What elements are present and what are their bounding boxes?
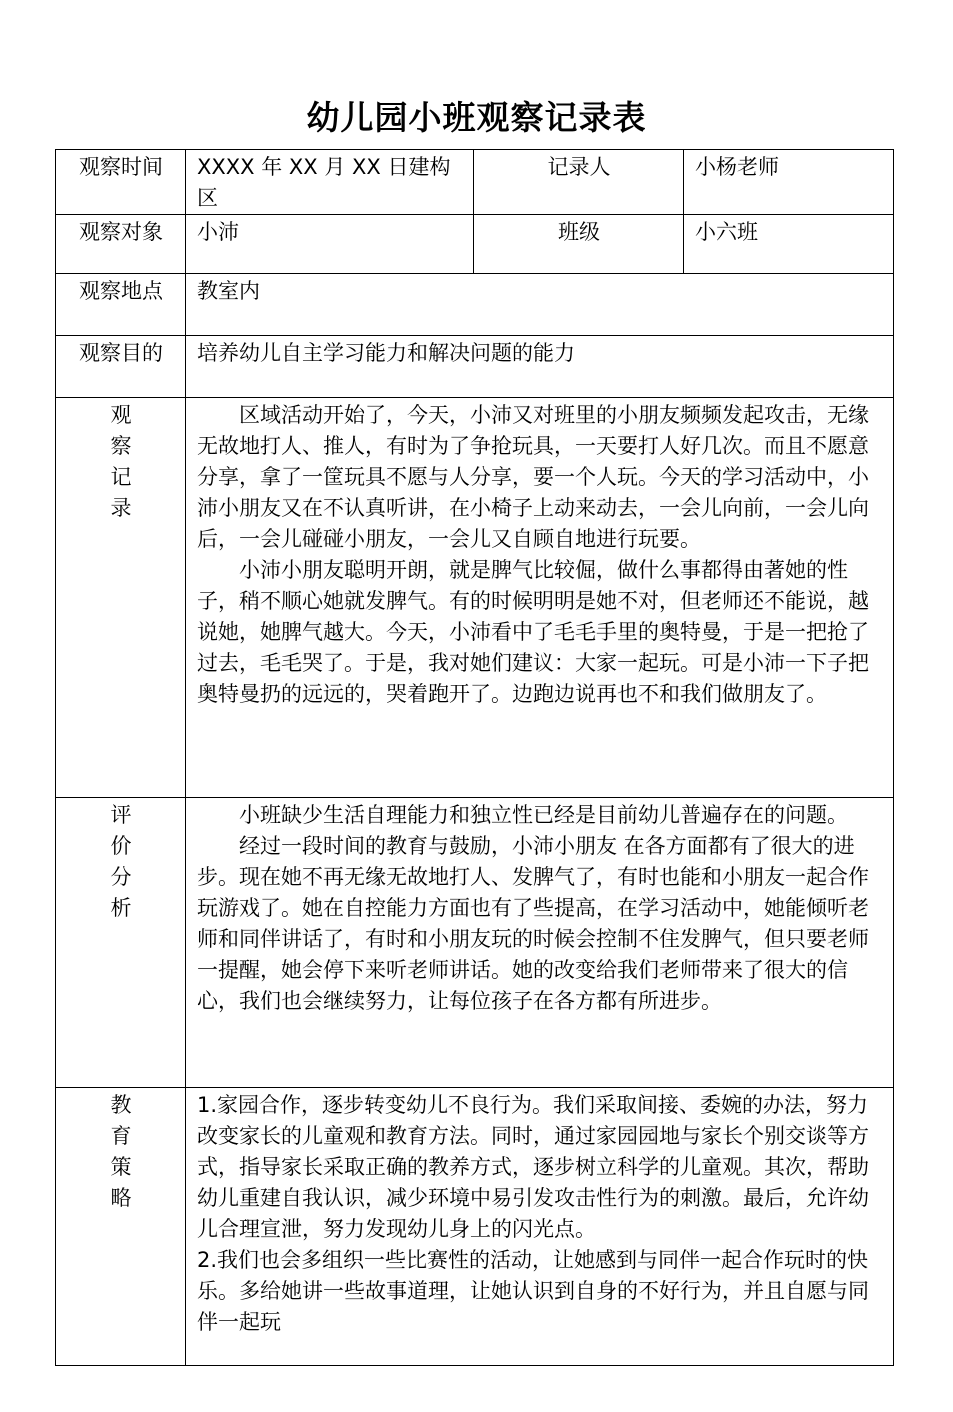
label-education-strategy: 教 育 策 略 (56, 1088, 186, 1366)
value-observation-location: 教室内 (186, 274, 894, 336)
row-subject (56, 215, 894, 274)
value-observation-purpose: 培养幼儿自主学习能力和解决问题的能力 (186, 336, 894, 398)
value-observation-time: XXXX 年 XX 月 XX 日建构区 (186, 150, 474, 215)
label-class: 班级 (474, 215, 684, 274)
label-observation-purpose: 观察目的 (56, 336, 186, 398)
value-observation-subject: 小沛 (186, 215, 474, 274)
label-evaluation-analysis: 评 价 分 析 (56, 798, 186, 1088)
row-purpose (56, 336, 894, 398)
label-observation-location: 观察地点 (56, 274, 186, 336)
analysis-content (186, 798, 894, 1088)
value-class: 小六班 (684, 215, 894, 274)
record-paragraph: 小沛小朋友聪明开朗，就是脾气比较倔，做什么事都得由著她的性子，稍不顺心她就发脾气。有的时候明明是她不对，但老师还不能说，越说她，她脾气越大。今天，小沛看中了毛毛手里的奥特曼，于是一把抢了过去，毛毛哭了。于是，我对她们建议：大家一起玩。可是小沛一下子把奥特曼扔的远远的，哭着跑开了。边跑边说再也不和我们做朋友了。 (197, 558, 869, 706)
analysis-paragraph: 经过一段时间的教育与鼓励，小沛小朋友 在各方面都有了很大的进步。现在她不再无缘无故地打人、发脾气了，有时也能和小朋友一起合作玩游戏了。她在自控能力方面也有了些提高，在学习活动中，她能倾听老师和同伴讲话了，有时和小朋友玩的时候会控制不住发脾气，但只要老师一提醒，她会停下来听老师讲话。她的改变给我们老师带来了很大的信心，我们也会继续努力，让每位孩子在各方都有所进步。 (197, 834, 869, 1013)
label-recorder: 记录人 (474, 150, 684, 215)
row-time (56, 150, 894, 215)
label-observation-subject: 观察对象 (56, 215, 186, 274)
strategy-content (186, 1088, 894, 1366)
strategy-paragraph: 2.我们也会多组织一些比赛性的活动，让她感到与同伴一起合作玩时的快乐。多给她讲一些故事道理，让她认识到自身的不好行为，并且自愿与同伴一起玩 (197, 1248, 869, 1334)
observation-table (55, 149, 894, 1366)
record-paragraph: 区域活动开始了，今天，小沛又对班里的小朋友频频发起攻击，无缘无故地打人、推人，有时为了争抢玩具，一天要打人好几次。而且不愿意分享，拿了一筐玩具不愿与人分享，要一个人玩。今天的学习活动中，小沛小朋友又在不认真听讲，在小椅子上动来动去，一会儿向前，一会儿向后，一会儿碰碰小朋友，一会儿又自顾自地进行玩要。 (197, 403, 869, 551)
label-observation-record: 观 察 记 录 (56, 398, 186, 798)
row-analysis (56, 798, 894, 1088)
row-record (56, 398, 894, 798)
page-title: 幼儿园小班观察记录表 (306, 98, 647, 137)
row-location (56, 274, 894, 336)
record-content (186, 398, 894, 798)
analysis-paragraph: 小班缺少生活自理能力和独立性已经是目前幼儿普遍存在的问题。 (239, 803, 848, 827)
value-recorder: 小杨老师 (684, 150, 894, 215)
strategy-paragraph: 1.家园合作，逐步转变幼儿不良行为。我们采取间接、委婉的办法，努力改变家长的儿童观和教育方法。同时，通过家园园地与家长个别交谈等方式，指导家长采取正确的教养方式，逐步树立科学的儿童观。其次，帮助幼儿重建自我认识，减少环境中易引发攻击性行为的刺激。最后，允许幼儿合理宣泄，努力发现幼儿身上的闪光点。 (197, 1093, 869, 1241)
label-observation-time: 观察时间 (56, 150, 186, 215)
row-strategy (56, 1088, 894, 1366)
